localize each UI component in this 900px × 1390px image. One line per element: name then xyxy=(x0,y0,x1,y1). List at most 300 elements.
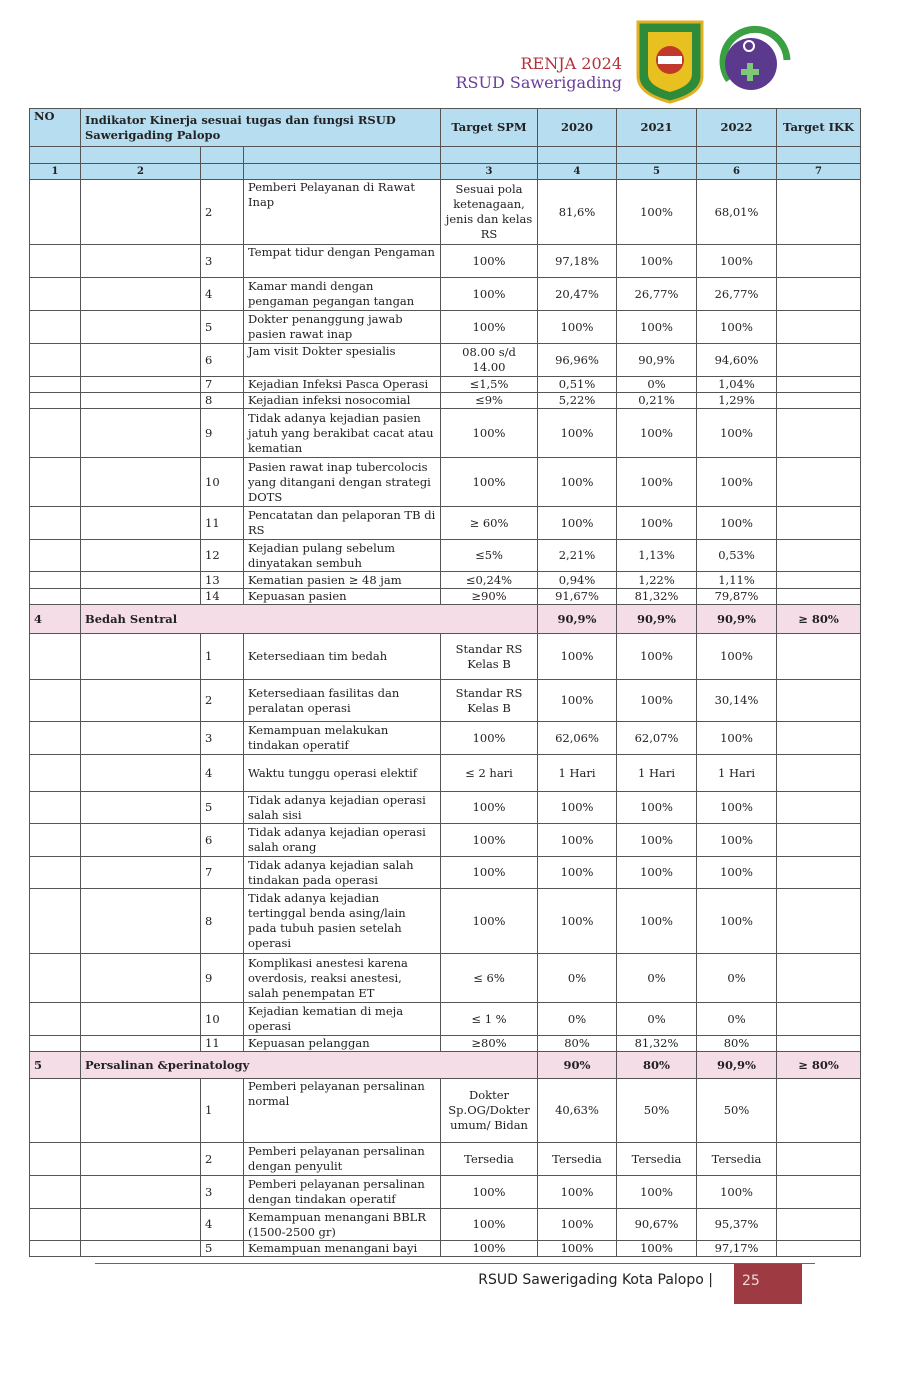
header-2020: 2020 xyxy=(538,109,617,147)
no-cell xyxy=(30,857,81,889)
item-number: 10 xyxy=(201,458,244,507)
target-spm: Sesuai pola ketenagaan, jenis dan kelas RS xyxy=(441,180,538,245)
item-number: 4 xyxy=(201,278,244,311)
col-number: 6 xyxy=(697,164,777,180)
group-cell xyxy=(81,393,201,409)
item-number: 8 xyxy=(201,393,244,409)
value-2022: 100% xyxy=(697,311,777,344)
target-ikk: ≥ 80% xyxy=(777,605,861,634)
no-cell xyxy=(30,722,81,755)
indicator-name: Ketersediaan fasilitas dan peralatan operasi xyxy=(244,680,441,722)
indicator-name: Kamar mandi dengan pengaman pegangan tangan xyxy=(244,278,441,311)
group-cell xyxy=(81,1143,201,1176)
indicator-name: Waktu tunggu operasi elektif xyxy=(244,755,441,792)
item-number: 6 xyxy=(201,344,244,377)
target-ikk xyxy=(777,409,861,458)
section-row xyxy=(30,605,861,634)
indicator-name: Pasien rawat inap tubercolocis yang ditangani dengan strategi DOTS xyxy=(244,458,441,507)
table-row xyxy=(30,722,861,755)
value-2020: 91,67% xyxy=(538,589,617,605)
spacer-cell xyxy=(538,147,617,164)
value-2021: 100% xyxy=(617,1176,697,1209)
item-number: 3 xyxy=(201,1176,244,1209)
target-spm: Standar RS Kelas B xyxy=(441,634,538,680)
table-row xyxy=(30,589,861,605)
section-name: Bedah Sentral xyxy=(81,605,538,634)
no-cell xyxy=(30,954,81,1003)
target-spm: 08.00 s/d 14.00 xyxy=(441,344,538,377)
value-2022: 80% xyxy=(697,1036,777,1052)
value-2021: 1,22% xyxy=(617,572,697,589)
item-number: 12 xyxy=(201,540,244,572)
group-cell xyxy=(81,889,201,954)
item-number: 2 xyxy=(201,1143,244,1176)
no-cell xyxy=(30,1036,81,1052)
group-cell xyxy=(81,722,201,755)
no-cell xyxy=(30,755,81,792)
value-2020: 1 Hari xyxy=(538,755,617,792)
value-2020: 80% xyxy=(538,1036,617,1052)
no-cell xyxy=(30,344,81,377)
target-spm: 100% xyxy=(441,278,538,311)
no-cell xyxy=(30,1003,81,1036)
table-row xyxy=(30,1209,861,1241)
value-2022: 50% xyxy=(697,1079,777,1143)
value-2022: 0,53% xyxy=(697,540,777,572)
value-2022: Tersedia xyxy=(697,1143,777,1176)
target-ikk xyxy=(777,458,861,507)
no-cell xyxy=(30,458,81,507)
value-2022: 100% xyxy=(697,1176,777,1209)
table-row xyxy=(30,680,861,722)
item-number: 4 xyxy=(201,1209,244,1241)
value-2020: 2,21% xyxy=(538,540,617,572)
indicator-name: Jam visit Dokter spesialis xyxy=(244,344,441,377)
target-spm: ≥ 60% xyxy=(441,507,538,540)
value-2022: 100% xyxy=(697,634,777,680)
target-spm: 100% xyxy=(441,409,538,458)
value-2022: 100% xyxy=(697,507,777,540)
header-indikator: Indikator Kinerja sesuai tugas dan fungsi RSUD Sawerigading Palopo xyxy=(81,109,441,147)
value-2022: 100% xyxy=(697,409,777,458)
value-2021: 1,13% xyxy=(617,540,697,572)
target-spm: ≤1,5% xyxy=(441,377,538,393)
spacer-cell xyxy=(201,164,244,180)
item-number: 9 xyxy=(201,409,244,458)
target-spm: ≤ 2 hari xyxy=(441,755,538,792)
value-2021: 80% xyxy=(617,1052,697,1079)
value-2022: 0% xyxy=(697,1003,777,1036)
col-number: 7 xyxy=(777,164,861,180)
indicator-name: Dokter penanggung jawab pasien rawat inap xyxy=(244,311,441,344)
group-cell xyxy=(81,377,201,393)
col-number: 4 xyxy=(538,164,617,180)
indicator-name: Kejadian Infeksi Pasca Operasi xyxy=(244,377,441,393)
col-number: 1 xyxy=(30,164,81,180)
value-2022: 30,14% xyxy=(697,680,777,722)
value-2020: 40,63% xyxy=(538,1079,617,1143)
table-row xyxy=(30,1036,861,1052)
performance-indicator-table xyxy=(29,108,861,1257)
value-2022: 95,37% xyxy=(697,1209,777,1241)
value-2021: Tersedia xyxy=(617,1143,697,1176)
section-name: Persalinan &perinatology xyxy=(81,1052,538,1079)
value-2020: 100% xyxy=(538,857,617,889)
value-2022: 94,60% xyxy=(697,344,777,377)
no-cell xyxy=(30,1241,81,1257)
item-number: 5 xyxy=(201,1241,244,1257)
no-cell xyxy=(30,409,81,458)
item-number: 6 xyxy=(201,824,244,857)
value-2020: 100% xyxy=(538,409,617,458)
group-cell xyxy=(81,1209,201,1241)
target-spm: ≤9% xyxy=(441,393,538,409)
indicator-name: Kejadian pulang sebelum dinyatakan sembuh xyxy=(244,540,441,572)
value-2021: 26,77% xyxy=(617,278,697,311)
group-cell xyxy=(81,507,201,540)
indicator-name: Tidak adanya kejadian operasi salah sisi xyxy=(244,792,441,824)
item-number: 1 xyxy=(201,634,244,680)
table-row xyxy=(30,377,861,393)
target-ikk xyxy=(777,1209,861,1241)
header-target-spm: Target SPM xyxy=(441,109,538,147)
target-spm: 100% xyxy=(441,1209,538,1241)
value-2022: 26,77% xyxy=(697,278,777,311)
target-ikk xyxy=(777,634,861,680)
table-row xyxy=(30,824,861,857)
target-spm: ≥90% xyxy=(441,589,538,605)
item-number: 14 xyxy=(201,589,244,605)
value-2020: 90% xyxy=(538,1052,617,1079)
indicator-name: Pemberi Pelayanan di Rawat Inap xyxy=(244,180,441,245)
target-ikk xyxy=(777,755,861,792)
group-cell xyxy=(81,857,201,889)
value-2021: 100% xyxy=(617,824,697,857)
value-2021: 0,21% xyxy=(617,393,697,409)
item-number: 8 xyxy=(201,889,244,954)
target-ikk xyxy=(777,889,861,954)
item-number: 10 xyxy=(201,1003,244,1036)
value-2021: 100% xyxy=(617,1241,697,1257)
col-number: 5 xyxy=(617,164,697,180)
table-row xyxy=(30,755,861,792)
value-2021: 0% xyxy=(617,1003,697,1036)
value-2020: 100% xyxy=(538,458,617,507)
target-ikk xyxy=(777,278,861,311)
item-number: 7 xyxy=(201,377,244,393)
value-2020: 100% xyxy=(538,311,617,344)
target-ikk xyxy=(777,393,861,409)
indicator-name: Tidak adanya kejadian tertinggal benda asing/lain pada tubuh pasien setelah operasi xyxy=(244,889,441,954)
value-2020: 96,96% xyxy=(538,344,617,377)
value-2021: 100% xyxy=(617,680,697,722)
spacer-cell xyxy=(30,147,81,164)
item-number: 2 xyxy=(201,680,244,722)
value-2020: 62,06% xyxy=(538,722,617,755)
table-row xyxy=(30,507,861,540)
target-spm: ≤5% xyxy=(441,540,538,572)
value-2022: 100% xyxy=(697,824,777,857)
value-2020: 90,9% xyxy=(538,605,617,634)
table-row xyxy=(30,1176,861,1209)
group-cell xyxy=(81,278,201,311)
value-2022: 68,01% xyxy=(697,180,777,245)
document-header xyxy=(455,54,622,92)
indicator-name: Tidak adanya kejadian salah tindakan pada operasi xyxy=(244,857,441,889)
no-cell xyxy=(30,393,81,409)
value-2020: 97,18% xyxy=(538,245,617,278)
target-ikk xyxy=(777,377,861,393)
spacer-cell xyxy=(441,147,538,164)
table-row xyxy=(30,1143,861,1176)
value-2022: 100% xyxy=(697,857,777,889)
header-no: NO xyxy=(30,109,81,147)
value-2020: Tersedia xyxy=(538,1143,617,1176)
value-2022: 97,17% xyxy=(697,1241,777,1257)
target-ikk xyxy=(777,540,861,572)
no-cell xyxy=(30,180,81,245)
table-header-spacer-row xyxy=(30,147,861,164)
value-2020: 100% xyxy=(538,1241,617,1257)
value-2020: 100% xyxy=(538,824,617,857)
indicator-name: Kematian pasien ≥ 48 jam xyxy=(244,572,441,589)
target-ikk xyxy=(777,344,861,377)
value-2022: 100% xyxy=(697,458,777,507)
group-cell xyxy=(81,245,201,278)
value-2020: 100% xyxy=(538,680,617,722)
item-number: 13 xyxy=(201,572,244,589)
value-2020: 20,47% xyxy=(538,278,617,311)
item-number: 4 xyxy=(201,755,244,792)
indicator-name: Tidak adanya kejadian operasi salah orang xyxy=(244,824,441,857)
target-ikk xyxy=(777,1036,861,1052)
indicator-name: Pemberi pelayanan persalinan dengan penyulit xyxy=(244,1143,441,1176)
footer-text: RSUD Sawerigading Kota Palopo | xyxy=(478,1272,713,1288)
value-2020: 0,94% xyxy=(538,572,617,589)
item-number: 11 xyxy=(201,507,244,540)
no-cell xyxy=(30,634,81,680)
group-cell xyxy=(81,344,201,377)
value-2021: 50% xyxy=(617,1079,697,1143)
col-number: 3 xyxy=(441,164,538,180)
target-spm: 100% xyxy=(441,1241,538,1257)
item-number: 3 xyxy=(201,245,244,278)
value-2021: 100% xyxy=(617,245,697,278)
target-spm: 100% xyxy=(441,792,538,824)
target-spm: 100% xyxy=(441,722,538,755)
target-ikk xyxy=(777,824,861,857)
group-cell xyxy=(81,1003,201,1036)
table-row xyxy=(30,857,861,889)
value-2021: 100% xyxy=(617,180,697,245)
target-ikk: ≥ 80% xyxy=(777,1052,861,1079)
indicator-name: Kepuasan pasien xyxy=(244,589,441,605)
value-2021: 81,32% xyxy=(617,589,697,605)
group-cell xyxy=(81,792,201,824)
table-row xyxy=(30,393,861,409)
header-target-ikk: Target IKK xyxy=(777,109,861,147)
value-2020: 100% xyxy=(538,634,617,680)
no-cell xyxy=(30,377,81,393)
table-row xyxy=(30,954,861,1003)
indicator-name: Kejadian kematian di meja operasi xyxy=(244,1003,441,1036)
spacer-cell xyxy=(81,147,201,164)
value-2021: 1 Hari xyxy=(617,755,697,792)
group-cell xyxy=(81,1079,201,1143)
value-2020: 100% xyxy=(538,507,617,540)
indicator-name: Kemampuan menangani BBLR (1500-2500 gr) xyxy=(244,1209,441,1241)
target-ikk xyxy=(777,1241,861,1257)
value-2021: 0% xyxy=(617,954,697,1003)
value-2022: 1,11% xyxy=(697,572,777,589)
target-ikk xyxy=(777,572,861,589)
table-row xyxy=(30,278,861,311)
value-2022: 90,9% xyxy=(697,1052,777,1079)
group-cell xyxy=(81,180,201,245)
indicator-name: Tempat tidur dengan Pengaman xyxy=(244,245,441,278)
target-spm: Standar RS Kelas B xyxy=(441,680,538,722)
table-row xyxy=(30,1241,861,1257)
target-ikk xyxy=(777,245,861,278)
target-ikk xyxy=(777,589,861,605)
target-ikk xyxy=(777,1079,861,1143)
no-cell xyxy=(30,589,81,605)
target-ikk xyxy=(777,954,861,1003)
value-2022: 1,29% xyxy=(697,393,777,409)
value-2021: 100% xyxy=(617,857,697,889)
value-2022: 100% xyxy=(697,889,777,954)
table-row xyxy=(30,180,861,245)
spacer-cell xyxy=(697,147,777,164)
table-row xyxy=(30,792,861,824)
no-cell xyxy=(30,540,81,572)
value-2022: 90,9% xyxy=(697,605,777,634)
table-row xyxy=(30,1079,861,1143)
header-subtitle: RSUD Sawerigading xyxy=(455,73,622,92)
group-cell xyxy=(81,1036,201,1052)
value-2020: 100% xyxy=(538,1209,617,1241)
group-cell xyxy=(81,1176,201,1209)
value-2021: 100% xyxy=(617,507,697,540)
no-cell xyxy=(30,507,81,540)
hospital-logo xyxy=(717,20,793,96)
value-2022: 1,04% xyxy=(697,377,777,393)
target-spm: Tersedia xyxy=(441,1143,538,1176)
value-2020: 0% xyxy=(538,1003,617,1036)
value-2021: 100% xyxy=(617,409,697,458)
no-cell xyxy=(30,889,81,954)
indicator-name: Pemberi pelayanan persalinan normal xyxy=(244,1079,441,1143)
item-number: 5 xyxy=(201,311,244,344)
value-2020: 0,51% xyxy=(538,377,617,393)
target-ikk xyxy=(777,680,861,722)
table-row xyxy=(30,572,861,589)
no-cell xyxy=(30,824,81,857)
value-2021: 62,07% xyxy=(617,722,697,755)
group-cell xyxy=(81,311,201,344)
no-cell xyxy=(30,680,81,722)
section-number: 4 xyxy=(30,605,81,634)
no-cell xyxy=(30,245,81,278)
value-2021: 100% xyxy=(617,889,697,954)
value-2021: 100% xyxy=(617,634,697,680)
target-spm: 100% xyxy=(441,458,538,507)
group-cell xyxy=(81,409,201,458)
target-ikk xyxy=(777,180,861,245)
indicator-name: Tidak adanya kejadian pasien jatuh yang berakibat cacat atau kematian xyxy=(244,409,441,458)
value-2020: 0% xyxy=(538,954,617,1003)
item-number: 5 xyxy=(201,792,244,824)
spacer-cell xyxy=(201,147,244,164)
value-2022: 100% xyxy=(697,245,777,278)
value-2020: 81,6% xyxy=(538,180,617,245)
no-cell xyxy=(30,792,81,824)
no-cell xyxy=(30,1209,81,1241)
column-number-row xyxy=(30,164,861,180)
no-cell xyxy=(30,1176,81,1209)
item-number: 2 xyxy=(201,180,244,245)
col-number: 2 xyxy=(81,164,201,180)
indicator-name: Pemberi pelayanan persalinan dengan tindakan operatif xyxy=(244,1176,441,1209)
target-spm: Dokter Sp.OG/Dokter umum/ Bidan xyxy=(441,1079,538,1143)
target-spm: 100% xyxy=(441,311,538,344)
table-row xyxy=(30,458,861,507)
table-row xyxy=(30,344,861,377)
indicator-name: Kepuasan pelanggan xyxy=(244,1036,441,1052)
item-number: 1 xyxy=(201,1079,244,1143)
value-2021: 100% xyxy=(617,458,697,507)
target-spm: 100% xyxy=(441,889,538,954)
group-cell xyxy=(81,458,201,507)
target-ikk xyxy=(777,507,861,540)
spacer-cell xyxy=(777,147,861,164)
group-cell xyxy=(81,954,201,1003)
no-cell xyxy=(30,311,81,344)
value-2020: 100% xyxy=(538,1176,617,1209)
target-spm: ≤0,24% xyxy=(441,572,538,589)
indicator-name: Ketersediaan tim bedah xyxy=(244,634,441,680)
value-2022: 100% xyxy=(697,722,777,755)
value-2021: 100% xyxy=(617,311,697,344)
regional-emblem-logo xyxy=(634,18,706,104)
group-cell xyxy=(81,540,201,572)
table-header-row xyxy=(30,109,861,147)
target-spm: ≤ 1 % xyxy=(441,1003,538,1036)
target-spm: ≤ 6% xyxy=(441,954,538,1003)
value-2020: 100% xyxy=(538,889,617,954)
spacer-cell xyxy=(617,147,697,164)
table-row xyxy=(30,245,861,278)
target-spm: 100% xyxy=(441,824,538,857)
indicator-name: Kemampuan menangani bayi xyxy=(244,1241,441,1257)
target-spm: 100% xyxy=(441,245,538,278)
target-ikk xyxy=(777,1143,861,1176)
target-ikk xyxy=(777,722,861,755)
target-ikk xyxy=(777,792,861,824)
value-2022: 0% xyxy=(697,954,777,1003)
table-row xyxy=(30,889,861,954)
table-row xyxy=(30,311,861,344)
table-row xyxy=(30,540,861,572)
value-2021: 0% xyxy=(617,377,697,393)
indicator-name: Komplikasi anestesi karena overdosis, reaksi anestesi, salah penempatan ET xyxy=(244,954,441,1003)
group-cell xyxy=(81,589,201,605)
item-number: 9 xyxy=(201,954,244,1003)
group-cell xyxy=(81,824,201,857)
value-2021: 81,32% xyxy=(617,1036,697,1052)
table-row xyxy=(30,1003,861,1036)
value-2021: 90,9% xyxy=(617,605,697,634)
